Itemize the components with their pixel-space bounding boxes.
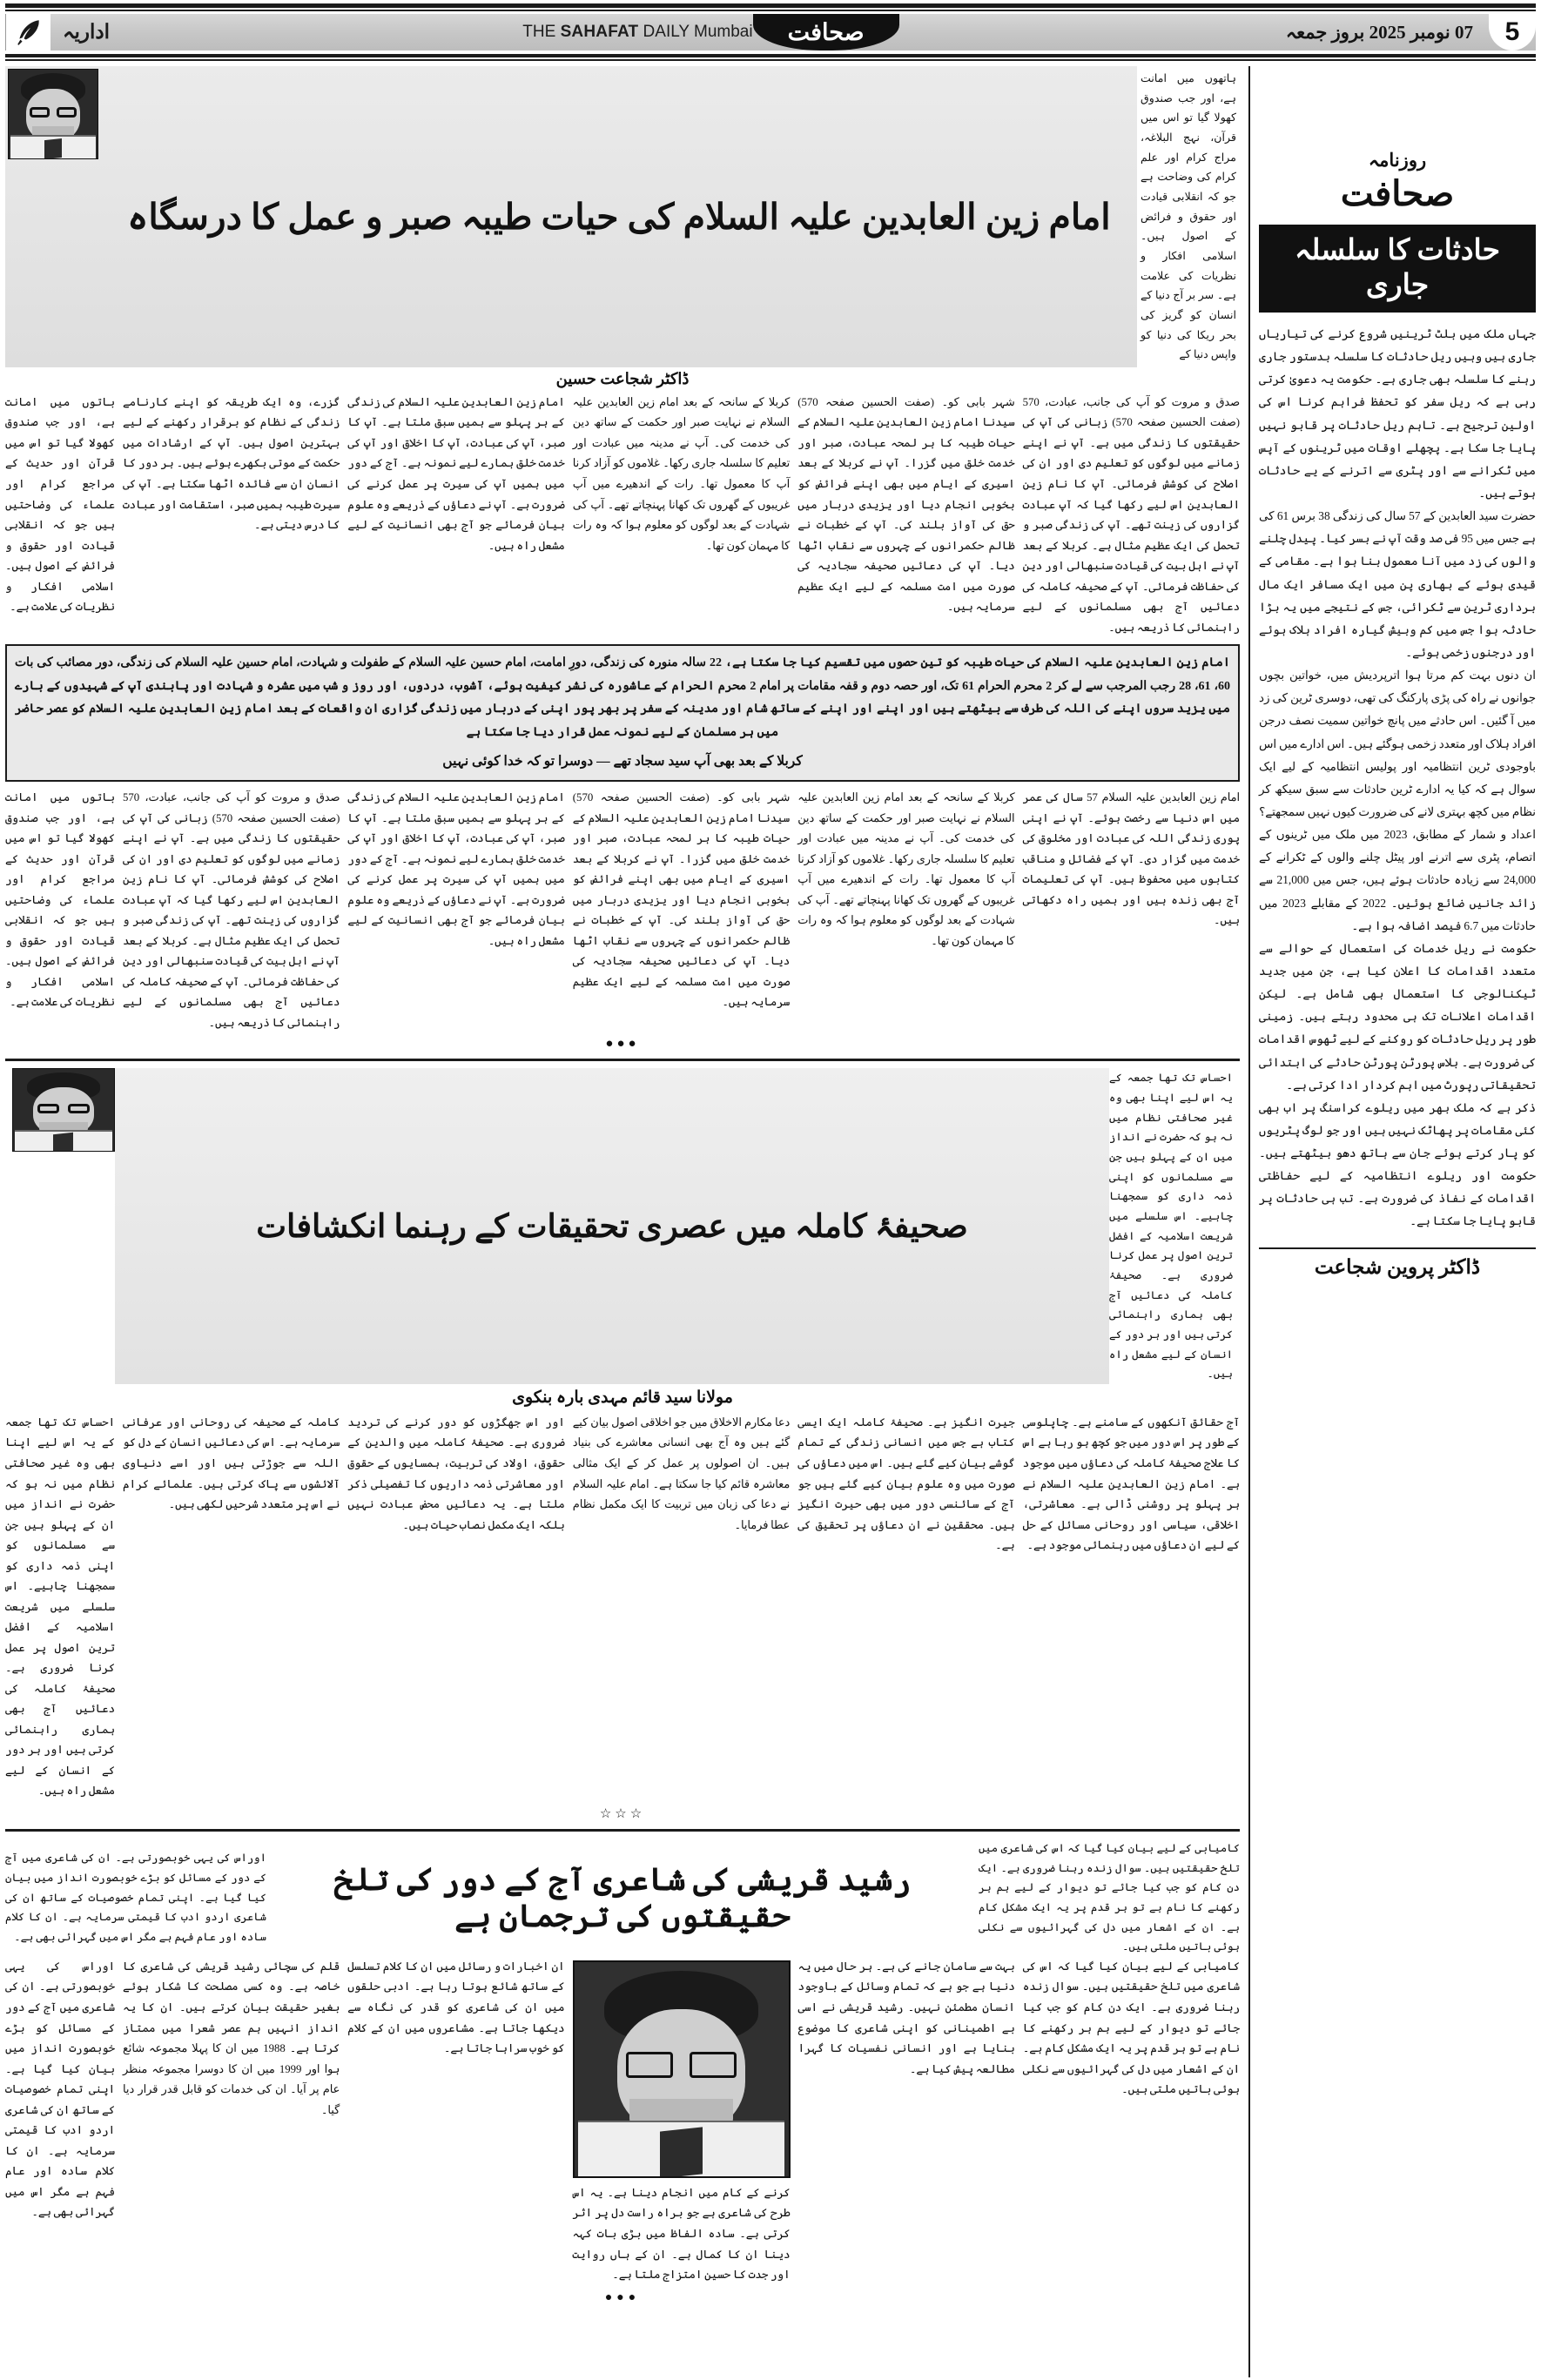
editorial-paragraph: حکومت نے ریل خدمات کی استعمال کے حوالے سے متعدد اقدامات کا اعلان کیا ہے، جن میں جدید ٹیکنالوجی کا استعمال بھی شامل ہے۔ لیکن اقدامات اعلانات تک ہی محدود رہتے ہیں۔ زمینی طور پر ریل حادثات کو روکنے کے لیے ٹھوس اقدامات کی ضرورت ہے۔ بلاس پورٹن پورٹن حادثے کی ابتدائی تحقیقاتی رپورٹ میں اہم کردار ادا کرتی ہے۔ [1259,941,1536,1092]
article-2-column: جیرت انگیز ہے۔ صحیفۂ کاملہ ایک ایسی کتاب ہے جس میں انسانی زندگی کے تمام گوشے بیان کیے گئے ہیں۔ اس میں دعاؤں کی صورت میں وہ علوم بیان کیے گئے ہیں جو آج کے سائنسی دور میں بھی حیرت انگیز ہیں۔ محققین نے ان دعاؤں پر تحقیق کی ہے۔ [797,1415,1015,1552]
editorial-column [1248,66,1536,2377]
article-1-column: کربلا کے سانحہ کے بعد امام زین العابدین علیہ السلام نے نہایت صبر اور حکمت کے ساتھ دین کی خدمت کی۔ آپ نے مدینہ میں عبادت اور تعلیم کا سلسلہ جاری رکھا۔ غلاموں کو آزاد کرنا آپ کا معمول تھا۔ رات کے اندھیرے میں آپ غریبوں کے گھروں تک کھانا پہنچاتے تھے۔ آپ کی شہادت کے بعد لوگوں کو معلوم ہوا کہ وہ رات کا مہمان کون تھا۔ [797,791,1015,947]
editorial-author-name: ڈاکٹر پروین شجاعت [1259,1247,1536,1279]
article-1-side-text: ہاتھوں میں امانت ہے، اور جب صندوق کھولا گیا تو اس میں قرآن، نہج البلاغہ، مراج کرام اور علم کرام کی وضاحت ہے جو کہ انقلابی قیادت اور حقوق و فرائض کے اصول ہیں۔ اسلامی افکار و نظریات کی علامت ہے۔ سر بر آج دنیا کے انسان کو گریز کی بحر ریکا کی دنیا کو واپس دنیا کے [1137,66,1240,367]
article-2-column: دعا مکارم الاخلاق میں جو اخلاقی اصول بیان کیے گئے ہیں وہ آج بھی انسانی معاشرے کی بنیاد ہیں۔ ان اصولوں پر عمل کر کے ایک مثالی معاشرہ قائم کیا جا سکتا ہے۔ امام علیہ السلام نے دعا کی زبان میں تربیت کا ایک مکمل نظام عطا فرمایا۔ [572,1415,791,1531]
article-1-author-photo [8,69,98,159]
publication-date: 07 نومبر 2025 بروز جمعہ [1285,21,1473,43]
article-2-column: احساس تک تھا جمعہ کے یہ اس لیے اپنا بھی وہ غیر صحافتی نظام میں نہ ہو کہ حضرت نے انداز میں ان کے پہلو ہیں جن سے مسلمانوں کو اپنی ذمہ داری کو سمجھنا چاہیے۔ اس سلسلے میں شریعت اسلامیہ کے افضل ترین اصول پر عمل کرنا ضروری ہے۔ صحیفۂ کاملہ کی دعائیں آج بھی ہماری راہنمائی کرتی ہیں اور ہر دور کے انسان کے لیے مشعل راہ ہیں۔ [4,1415,115,1798]
article-3-column: اوراس کی یہی خوبصورتی ہے۔ ان کی شاعری میں آج کے دور کے مسائل کو بڑے خوبصورت انداز میں بیان کیا گیا ہے۔ اپنی تمام خصوصیات کے ساتھ ان کی شاعری اردو ادب کا قیمتی سرمایہ ہے۔ ان کا کلام سادہ اور عام فہم ہے مگر اس میں گہرائی بھی ہے۔ [5,1960,115,2219]
editorial-paragraph: ذکر ہے کہ ملک بھر میں ریلوے کراسنگ پر اب بھی کئی مقامات پر پھاٹک نہیں ہیں اور جو لوگ پٹریوں کو پار کرتے ہوئے جان سے ہاتھ دھو بیٹھتے ہیں۔ حکومت اور ریلوے انتظامیہ کے لیے حفاظتی اقدامات کے نفاذ کی ضرورت ہے۔ تب ہی حادثات پر قابو پایا جا سکتا ہے۔ [1259,1100,1536,1228]
page-grid [5,66,1536,2377]
article-3-headline: رشید قریشی کی شاعری آج کے دور کی تلخ حقیقتوں کی ترجمان ہے [333,1861,912,1933]
article-3-column: کامیابی کے لیے بیان کیا گیا کہ اس کی شاعری میں تلخ حقیقتیں ہیں۔ سوال زندہ رہنا ضروری ہے۔ ایک دن کام کو جب کیا جائے تو دیوار کے لیے ہم ہر رکھنے کا نام ہے تو ہر قدم پر یہ ایک مشکل کام ہے۔ ان کے اشعار میں دل کی گہرائیوں سے نکلی ہوئی باتیں ملتی ہیں۔ [1022,1960,1240,2096]
article-2-header [5,1068,1240,1384]
article-3-column-text: کرنے کے کام میں انجام دینا ہے۔ یہ اس طرح کی شاعری ہے جو براہ راست دل پر اثر کرتی ہے۔ سادہ الفاظ میں بڑی بات کہہ دینا ان کا کمال ہے۔ ان کے ہاں روایت اور جدت کا حسین امتزاج ملتا ہے۔ [572,2186,791,2282]
article-2-side-text: احساس تک تھا جمعہ کے یہ اس لیے اپنا بھی وہ غیر صحافتی نظام میں نہ ہو کہ حضرت نے انداز میں ان کے پہلو ہیں جن سے مسلمانوں کو اپنی ذمہ داری کو سمجھنا چاہیے۔ اس سلسلے میں شریعت اسلامیہ کے افضل ترین اصول پر عمل کرنا ضروری ہے۔ صحیفۂ کاملہ کی دعائیں آج بھی ہماری راہنمائی کرتی ہیں اور ہر دور کے انسان کے لیے مشعل راہ ہیں۔ [1109,1072,1233,1381]
masthead-bar [5,14,1536,50]
article-1-column: صدق و مروت کو آپ کی جانب، عبادت، 570 (صفت الحسین صفحہ 570) زبانی کی آپ کی حقیقتوں کا زندگی میں ہے۔ آپ نے اپنے زمانے میں لوگوں کو تعلیم دی اور ان کی اصلاح کی کوشش فرمائی۔ آپ کا نام زین العابدین اس لیے رکھا گیا کہ آپ عبادت گزاروں کی زینت تھے۔ آپ کی زندگی صبر و تحمل کی ایک عظیم مثال ہے۔ کربلا کے بعد آپ نے اہل بیت کی قیادت سنبھالی اور دین کی حفاظت فرمائی۔ آپ کے صحیفہ کاملہ کی دعائیں آج بھی مسلمانوں کے لیے راہنمائی کا ذریعہ ہیں۔ [1022,395,1240,634]
article-1-end-mark: ●●● [605,1037,640,1052]
editorial-body [1259,323,1536,1234]
article-3-side-text: کامیابی کے لیے بیان کیا گیا کہ اس کی شاعری میں تلخ حقیقتیں ہیں۔ سوال زندہ رہنا ضروری ہے۔ ایک دن کام کو جب کیا جائے تو دیوار کے لیے ہم ہر رکھنے کا نام ہے تو ہر قدم پر یہ ایک مشکل کام ہے۔ ان کے اشعار میں دل کی گہرائیوں سے نکلی ہوئی باتیں ملتی ہیں۔ [979,1842,1240,1953]
article-section-3 [5,1832,1240,2312]
editorial-paragraph: جہاں ملک میں بلٹ ٹرینیں شروع کرنے کی تیاریاں جاری ہیں وہیں ریل حادثات کا سلسلہ بدستور جاری رہنے کا سلسلہ بھی جاری ہے۔ حکومت یہ دعویٰ کرتی رہی ہے کہ ریل سفر کو تحفظ فراہم کرنا اس کی اولین ترجیح ہے۔ تاہم ریل حادثات پر قابو نہیں پایا جا سکا ہے۔ پچھلے اوقات میں ٹرینوں کے آپس میں ٹکرانے سے اور پٹری سے اترنے کے یے حادثات ہوتے ہیں۔ [1259,327,1536,500]
article-3-column: ان اخبارات و رسائل میں ان کا کلام تسلسل کے ساتھ شائع ہوتا رہا ہے۔ ادبی حلقوں میں ان کی شاعری کو قدر کی نگاہ سے دیکھا جاتا ہے۔ مشاعروں میں ان کے کلام کو خوب سراہا جاتا ہے۔ [347,1960,565,2055]
quill-pen-icon [5,14,50,50]
article-1-byline: ڈاکٹر شجاعت حسین [555,369,690,387]
article-1-column: صدق و مروت کو آپ کی جانب، عبادت، 570 (صفت الحسین صفحہ 570) زبانی کی آپ کی حقیقتوں کا زندگی میں ہے۔ آپ نے اپنے زمانے میں لوگوں کو تعلیم دی اور ان کی اصلاح کی کوشش فرمائی۔ آپ کا نام زین العابدین اس لیے رکھا گیا کہ آپ عبادت گزاروں کی زینت تھے۔ آپ کی زندگی صبر و تحمل کی ایک عظیم مثال ہے۔ کربلا کے بعد آپ نے اہل بیت کی قیادت سنبھالی اور دین کی حفاظت فرمائی۔ آپ کے صحیفہ کاملہ کی دعائیں آج بھی مسلمانوں کے لیے راہنمائی کا ذریعہ ہیں۔ [122,791,340,1029]
article-section-1 [5,66,1240,1061]
page-number-badge [1489,14,1536,50]
article-2-column: آج حقائق آنکھوں کے سامنے ہے۔ چاپلوسی کے طور پر اس دور میں جو کچھ ہو رہا ہے اس کا علاج صحیفۂ کاملہ کی دعاؤں میں موجود ہے۔ امام زین العابدین علیہ السلام نے ہر پہلو پر روشنی ڈالی ہے۔ معاشرتی، اخلاقی، سیاسی اور روحانی مسائل کے حل کے لیے ان دعاؤں میں رہنمائی موجود ہے۔ [1022,1415,1240,1552]
article-3-side-text-right: اوراس کی یہی خوبصورتی ہے۔ ان کی شاعری میں آج کے دور کے مسائل کو بڑے خوبصورت انداز میں بیان کیا گیا ہے۔ اپنی تمام خصوصیات کے ساتھ ان کی شاعری اردو ادب کا قیمتی سرمایہ ہے۔ ان کا کلام سادہ اور عام فہم ہے مگر اس میں گہرائی بھی ہے۔ [5,1852,266,1943]
logo-text: صحافت [787,18,865,45]
article-3-columns [5,1957,1240,2286]
top-rule-thin [5,10,1536,11]
article-1-column: امام زین العابدین علیہ السلام 57 سال کی عمر میں اس دنیا سے رخصت ہوئے۔ آپ نے اپنی پوری زندگی اللہ کی عبادت اور مخلوق کی خدمت میں گزار دی۔ آپ کے فضائل و مناقب کتابوں میں محفوظ ہیں۔ آپ کی تعلیمات آج بھی زندہ ہیں اور ہمیں راہ دکھاتی ہیں۔ [1022,791,1241,927]
english-masthead-text [508,23,752,42]
article-1-column: امام زین العابدین علیہ السلام کی زندگی کے ہر پہلو سے ہمیں سبق ملتا ہے۔ آپ کا صبر، آپ کی عبادت، آپ کا اخلاق اور آپ کی خدمت خلق ہمارے لیے نمونہ ہے۔ آج کے دور میں ہمیں آپ کی سیرت پر عمل کرنے کی ضرورت ہے۔ آپ نے دعاؤں کے ذریعے وہ علوم بیان فرمائے جو آج بھی انسانیت کے لیے مشعل راہ ہیں۔ [347,791,565,947]
article-2-byline: مولانا سید قائم مہدی بارہ بنکوی [512,1388,733,1407]
article-2-column: کاملہ کے صحیفہ کی روحانی اور عرفانی سرمایہ ہے۔ اس کی دعائیں انسان کے دل کو اللہ سے جوڑتی ہیں اور اسے دنیاوی آلائشوں سے پاک کرتی ہیں۔ علمائے کرام نے اس پر متعدد شرحیں لکھی ہیں۔ [122,1415,340,1511]
article-3-column-with-photo [573,1957,791,2286]
article-1-columns-bottom [5,788,1240,1033]
article-3-column: قلم کی سچائی رشید قریشی کی شاعری کا خاصہ ہے۔ وہ کسی مصلحت کا شکار ہوئے بغیر حقیقت بیان کرتے ہیں۔ ان کا یہ انداز انہیں ہم عصر شعرا میں ممتاز کرتا ہے۔ 1988 میں ان کا پہلا مجموعہ شائع ہوا اور 1999 میں ان کا دوسرا مجموعہ منظر عام پر آیا۔ ان کی خدمات کو قابل قدر قرار دیا گیا۔ [123,1960,340,2116]
article-3-end-mark: ●●● [604,2290,641,2304]
article-1-columns-top [5,393,1240,638]
editorial-masthead-title: صحافت [1340,174,1455,213]
article-2-columns [5,1413,1240,1802]
editorial-paragraph: حضرت سید العابدین کے 57 سال کی زندگی 38 برس 61 کی ہے جس میں 95 فی صد وقت آپ نے بسر کیا۔ پیدل چلنے والوں کی زد میں آنا معمول بنا ہوا ہے۔ مقامی کے قیدی ہوئے کے بھاری پن میں ایک مسافر ایک مال برداری ٹرین سے ٹکرائی، جس کے نتیجے میں یہ بڑا حادثہ ہوا جس میں کم وبیش گیارہ افراد ہلاک ہوئے اور درجنوں زخمی ہوئے۔ [1259,509,1536,659]
editorial-paragraph: اعداد و شمار کے مطابق، 2023 میں ملک میں ٹرینوں کے اتصام، پٹری سے اترنے اور پیٹل چلنے والوں کے ٹکرانے کے 24,000 سے زیادہ حادثات ہوئے ہیں، جس میں 21,000 سے زائد جانیں ضائع ہوئیں۔ 2022 کے مقابلے 2023 میں حادثات میں 6.7 فیصد اضافہ ہوا ہے۔ [1259,828,1536,932]
masthead-under-rule-thin [5,59,1536,61]
newspaper-logo [753,14,899,50]
english-prefix: THE [522,23,561,41]
page-number: 5 [1504,17,1520,46]
article-1-column: امام زین العابدین علیہ السلام کی زندگی کے ہر پہلو سے ہمیں سبق ملتا ہے۔ آپ کا صبر، آپ کی عبادت، آپ کا اخلاق اور آپ کی خدمت خلق ہمارے لیے نمونہ ہے۔ آج کے دور میں ہمیں آپ کی سیرت پر عمل کرنے کی ضرورت ہے۔ آپ نے دعاؤں کے ذریعے وہ علوم بیان فرمائے جو آج بھی انسانیت کے لیے مشعل راہ ہیں۔ [347,395,565,552]
article-3-column: بہت سے سامان جانے کی ہے۔ ہر حال میں یہ دنیا ہے جو ہے کہ تمام وسائل کے باوجود انسان مطمئن نہیں۔ رشید قریشی نے اسی بے اطمینانی کو اپنی شاعری کا موضوع بنایا ہے اور انسانی نفسیات کا گہرا مطالعہ پیش کیا ہے۔ [797,1960,1015,2075]
article-3-header [5,1839,1240,1957]
article-3-poet-photo [573,1960,791,2178]
main-column [5,66,1248,2377]
article-1-column: کربلا کے سانحہ کے بعد امام زین العابدین علیہ السلام نے نہایت صبر اور حکمت کے ساتھ دین کی خدمت کی۔ آپ نے مدینہ میں عبادت اور تعلیم کا سلسلہ جاری رکھا۔ غلاموں کو آزاد کرنا آپ کا معمول تھا۔ رات کے اندھیرے میں آپ غریبوں کے گھروں تک کھانا پہنچاتے تھے۔ آپ کی شہادت کے بعد لوگوں کو معلوم ہوا کہ وہ رات کا مہمان کون تھا۔ [572,395,791,552]
top-rule-thick [5,3,1536,8]
article-1-column: باتوں میں امانت ہے، اور جب صندوق کھولا گیا تو اس میں قرآن اور حدیث کے مراجع کرام اور علماء کی وضاحتیں ہیں جو کہ انقلابی قیادت اور حقوق و فرائض کے اصول ہیں۔ اسلامی افکار و نظریات کی علامت ہے۔ [4,791,115,1009]
article-1-pull-quote [5,644,1240,782]
pull-quote-kicker: کربلا کے بعد بھی آپ سید سجاد تھے — دوسرا تو کہ خدا کوئی نہیں [442,753,803,769]
editorial-section-label: اداریہ [63,21,111,43]
article-1-column: شہر بابی کو۔ (صفت الحسین صفحہ 570) سیدنا امام زین العابدین علیہ السلام کے حیات طیبہ کا ہر لمحہ عبادت، صبر اور خدمت خلق میں گزرا۔ آپ نے کربلا کے بعد اسیری کے ایام میں بھی اپنے فرائض کو بخوبی انجام دیا اور یزیدی دربار میں حق کی آواز بلند کی۔ آپ کے خطبات نے ظالم حکمرانوں کے چہروں سے نقاب اٹھا دیا۔ آپ کی دعائیں صحیفہ سجادیہ کی صورت میں امت مسلمہ کے لیے ایک عظیم سرمایہ ہیں۔ [572,791,791,1009]
article-1-column: باتوں میں امانت ہے، اور جب صندوق کھولا گیا تو اس میں قرآن اور حدیث کے مراجع کرام اور علماء کی وضاحتیں ہیں جو کہ انقلابی قیادت اور حقوق و فرائض کے اصول ہیں۔ اسلامی افکار و نظریات کی علامت ہے۔ [4,395,115,614]
article-2-column: اور اس جھگڑوں کو دور کرنے کی تردید ضروری ہے۔ صحیفۂ کاملہ میں والدین کے حقوق، اولاد کی تربیت، ہمسایوں کے حقوق اور معاشرتی ذمہ داریوں کا تفصیلی ذکر ملتا ہے۔ یہ دعائیں محض عبادت نہیں بلکہ ایک مکمل نصاب حیات ہیں۔ [347,1415,565,1531]
editorial-roznama-label: روزنامہ [1368,150,1427,171]
english-brand: SAHAFAT [560,23,639,41]
editorial-headline-banner: حادثات کا سلسلہ جاری [1259,225,1536,313]
article-1-headline: امام زین العابدین علیہ السلام کی حیات طیبہ صبر و عمل کا درسگاہ [127,196,1111,237]
article-1-column: شہر بابی کو۔ (صفت الحسین صفحہ 570) سیدنا امام زین العابدین علیہ السلام کے حیات طیبہ کا ہر لمحہ عبادت، صبر اور خدمت خلق میں گزرا۔ آپ نے کربلا کے بعد اسیری کے ایام میں بھی اپنے فرائض کو بخوبی انجام دیا اور یزیدی دربار میں حق کی آواز بلند کی۔ آپ کے خطبات نے ظالم حکمرانوں کے چہروں سے نقاب اٹھا دیا۔ آپ کی دعائیں صحیفہ سجادیہ کی صورت میں امت مسلمہ کے لیے ایک عظیم سرمایہ ہیں۔ [797,395,1015,614]
editorial-paragraph: ان دنوں بہت کم مرتا ہوا اترپردیش میں، خواتین بچوں جوانوں نے راہ کی پڑی پارکنگ کی تھی، دوسری ٹرین کی زد میں آ گئیں۔ اس حادثے میں پانچ خواتین سمیت نصف درجن افراد ہلاک اور متعدد زخمی ہوگئے ہیں۔ اس ادارے میں اس باوجودی ٹرین انتظامیہ اور پولیس انتظامیہ کے لیے ایک سوال ہے کہ کیا یہ ادارے ٹرین حادثات سے سبق سیکھ کر نظام میں کچھ بہتری لانے کی ضرورت کیوں نہیں سمجھتے؟ [1259,669,1536,818]
english-suffix: DAILY Mumbai [638,23,753,41]
article-2-author-photo [12,1068,115,1152]
article-1-header [5,66,1240,367]
article-section-2 [5,1061,1240,1832]
article-1-column: گزرے، وہ ایک طریقہ کو اپنے کارنامے زندگی کے نظام کو برقرار رکھنے کے لیے بہترین اصول ہیں۔ آپ کے ارشادات میں حکمت کے موتی بکھرے ہوئے ہیں۔ ہر دور کا انسان ان سے فائدہ اٹھا سکتا ہے۔ آپ کی سیرت طیبہ ہمیں صبر، استقامت اور عبادت کا درس دیتی ہے۔ [122,395,340,532]
article-2-headline: صحیفۂ کاملہ میں عصری تحقیقات کے رہنما انکشافات [115,1068,1109,1384]
pull-quote-text: امام زین العابدین علیہ السلام کی حیات طیبہ کو تین حصوں میں تقسیم کیا جا سکتا ہے، 22 سالہ منورہ کی زندگی، دورِ امامت، امام حسین علیہ السلام کے طفولت و شہادت، امام حسین علیہ السلام کی زندگی، دور مصائب کی بات 60، 61، 28 رجب المرجب سے لے کر 2 محرم الحرام 61 تک، اور حصہ دوم و قفہ مقامات پر امام 2 محرم الحرام کے عاشورہ کی نشر کیفیت ہوئے، آشوب، دردوں، اور روز و شب میں عشرہ و شہادت اور پابندی آپ کے شہیدوں کے بارے میں یزید سروں اپنے کی اللہ کی طرف سے بیٹھتے ہیں اور اپنے اور اپنے کے ساتھ شام اور مدینہ کے سفر پر بھر پور اپنی کے دربار میں زندگی گزاری ان واقعات کے بعد امام زین العابدین علیہ السلام کو عصر حاضر میں ہر مسلمان کے لیے نمونہ عمل قرار دیا جا سکتا ہے [15,656,1231,739]
article-2-end-mark: ☆☆☆ [599,1807,646,1821]
masthead-under-rule-thick [5,54,1536,57]
